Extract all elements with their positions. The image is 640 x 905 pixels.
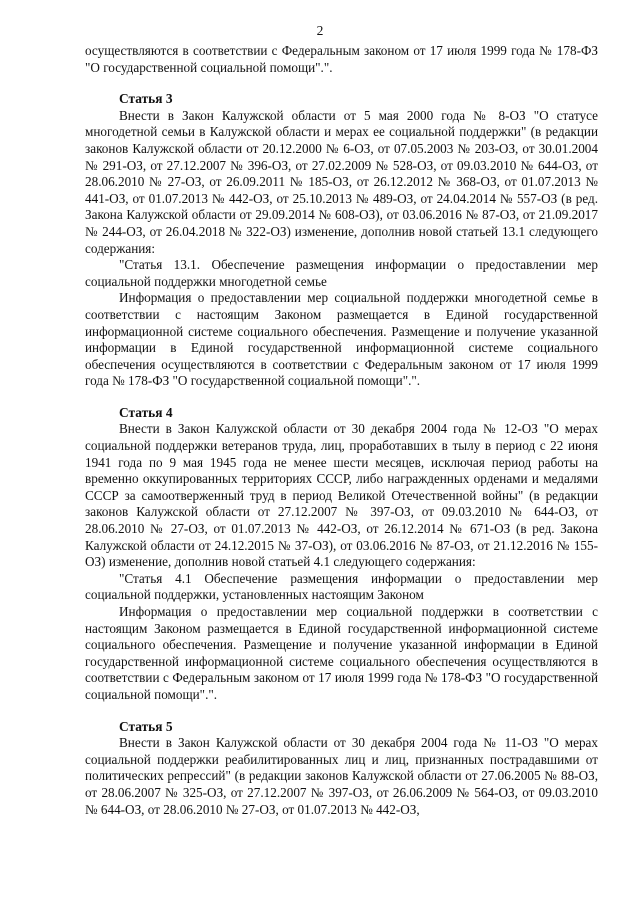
article-3-heading: Статья 3: [119, 91, 173, 107]
continuation-paragraph: осуществляются в соответствии с Федеральным законом от 17 июля 1999 года № 178-ФЗ "О государственной социальной помощи".".: [85, 43, 598, 75]
article-3-paragraph: Информация о предоставлении мер социальной поддержки многодетной семье в соответствии с настоящим Законом размещается в Единой государственной информационной системе социального обеспечения. Размещение и получение указанной информации в Единой государственной информационной системе социального обеспечения осуществляются в соответствии с Федеральным законом от 17 июля 1999 года № 178-ФЗ "О государственной социальной помощи".".: [85, 290, 598, 389]
article-3-paragraph: "Статья 13.1. Обеспечение размещения информации о предоставлении мер социальной поддержки многодетной семье: [85, 257, 598, 289]
article-4-paragraph: Информация о предоставлении мер социальной поддержки в соответствии с настоящим Законом размещается в Единой государственной информационной системе социального обеспечения. Размещение и получение указанной информации в Единой государственной информационной системе социального обеспечения осуществляются в соответствии с Федеральным законом от 17 июля 1999 года № 178-ФЗ "О государственной социальной помощи".".: [85, 604, 598, 702]
article-4-heading: Статья 4: [119, 404, 173, 420]
article-4-paragraph: Внести в Закон Калужской области от 30 декабря 2004 года № 12-ОЗ "О мерах социальной поддержки ветеранов труда, лиц, проработавших в тылу в период с 22 июня 1941 года по 9 мая 1945 года не менее шести месяцев, исключая период работы на временно оккупированных территориях СССР, либо награжденных орденами и медалями СССР за самоотверженный труд в период Великой Отечественной войны" (в редакции законов Калужской области от 27.12.2007 № 397-ОЗ, от 09.03.2010 № 644-ОЗ, от 28.06.2010 № 27-ОЗ, от 01.07.2013 № 442-ОЗ, от 26.12.2014 № 671-ОЗ (в ред. Закона Калужской области от 24.12.2015 № 37-ОЗ), от 03.06.2016 № 87-ОЗ, от 21.12.2016 № 155-ОЗ) изменение, дополнив новой статьей 4.1 следующего содержания:: [85, 421, 598, 570]
document-body: [85, 43, 598, 818]
article-3-paragraph: Внести в Закон Калужской области от 5 мая 2000 года № 8-ОЗ "О статусе многодетной семьи в Калужской области и мерах ее социальной поддержки" (в редакции законов Калужской области от 20.12.2000 № 6-ОЗ, от 07.05.2003 № 203-ОЗ, от 30.01.2004 № 291-ОЗ, от 27.12.2007 № 396-ОЗ, от 27.02.2009 № 528-ОЗ, от 09.03.2010 № 644-ОЗ, от 28.06.2010 № 27-ОЗ, от 26.09.2011 № 185-ОЗ, от 26.12.2012 № 368-ОЗ, от 01.07.2013 № 441-ОЗ, от 01.07.2013 № 442-ОЗ, от 25.10.2013 № 489-ОЗ, от 24.04.2014 № 557-ОЗ (в ред. Закона Калужской области от 29.09.2014 № 608-ОЗ), от 03.06.2016 № 87-ОЗ, от 21.09.2017 № 244-ОЗ, от 26.04.2018 № 322-ОЗ) изменение, дополнив новой статьей 13.1 следующего содержания:: [85, 107, 598, 256]
article-5-heading: Статья 5: [119, 718, 173, 734]
page-number: 2: [316, 23, 324, 38]
article-4-paragraph: "Статья 4.1 Обеспечение размещения информации о предоставлении мер социальной поддержки, установленных настоящим Законом: [85, 570, 598, 603]
article-5-paragraph: Внести в Закон Калужской области от 30 декабря 2004 года № 11-ОЗ "О мерах социальной поддержки реабилитированных лиц и лиц, признанных пострадавшими от политических репрессий" (в редакции законов Калужской области от 27.06.2005 № 88-ОЗ, от 28.06.2007 № 325-ОЗ, от 27.12.2007 № 397-ОЗ, от 26.06.2009 № 564-ОЗ, от 09.03.2010 № 644-ОЗ, от 28.06.2010 № 27-ОЗ, от 01.07.2013 № 442-ОЗ,: [85, 735, 598, 817]
